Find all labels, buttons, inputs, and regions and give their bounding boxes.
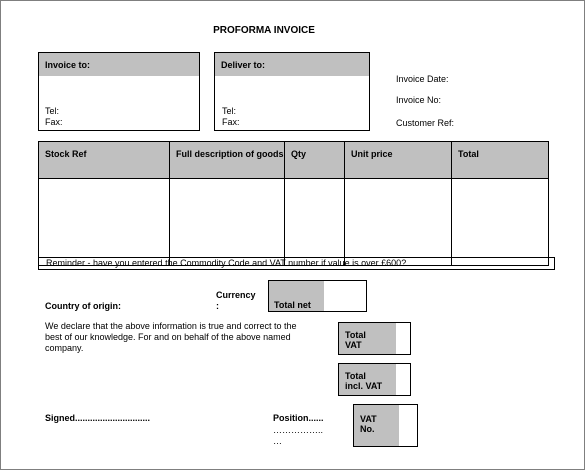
invoice-to-box: [38, 52, 200, 131]
position-line-3: …: [273, 436, 282, 446]
column-header-description: Full description of goods: [170, 142, 285, 179]
total-net-label: [269, 281, 324, 311]
table-cell[interactable]: [170, 179, 285, 266]
invoice-to-label: Invoice to:: [39, 53, 199, 76]
position-line-1: Position......: [273, 413, 324, 423]
deliver-to-fax: Fax:: [222, 117, 240, 127]
reminder-note: Reminder - have you entered the Commodity Code and VAT number if value is over £600?: [38, 257, 555, 270]
column-header-stock-ref: Stock Ref: [39, 142, 170, 179]
vat-no-line-1: VAT: [360, 414, 377, 424]
country-of-origin-label: Country of origin:: [45, 301, 121, 311]
deliver-to-tel: Tel:: [222, 106, 237, 116]
vat-no-line-2: No.: [360, 424, 375, 434]
customer-ref-label: Customer Ref:: [396, 118, 455, 128]
table-cell[interactable]: [285, 179, 345, 266]
table-row: [39, 179, 549, 266]
column-header-unit-price: Unit price: [345, 142, 452, 179]
total-net-box: [268, 280, 367, 312]
declaration-line-2: best of our knowledge. For and on behalf of the above named: [45, 332, 291, 342]
declaration-text: [45, 321, 325, 354]
currency-colon: :: [216, 301, 219, 311]
invoice-no-label: Invoice No:: [396, 95, 442, 105]
total-net-text: Total net: [274, 300, 311, 310]
deliver-to-label: Deliver to:: [215, 53, 369, 76]
total-incl-vat-line-2: incl. VAT: [345, 381, 383, 391]
total-incl-vat-label: [339, 364, 396, 395]
table-header-row: [39, 142, 549, 179]
deliver-to-box: [214, 52, 370, 131]
total-vat-label: [339, 323, 396, 354]
declaration-line-3: company.: [45, 343, 84, 353]
total-vat-line-1: Total: [345, 330, 366, 340]
total-vat-box: [338, 322, 411, 355]
table-cell[interactable]: [452, 179, 549, 266]
vat-no-box: [353, 404, 418, 447]
column-header-qty: Qty: [285, 142, 345, 179]
document-title: PROFORMA INVOICE: [213, 25, 315, 36]
column-header-total: Total: [452, 142, 549, 179]
currency-label: Currency: [216, 290, 256, 300]
table-cell[interactable]: [39, 179, 170, 266]
items-table: [38, 141, 549, 266]
position-line-2: ……………..: [273, 425, 324, 435]
declaration-line-1: We declare that the above information is true and correct to the: [45, 321, 297, 331]
invoice-to-fax: Fax:: [45, 117, 63, 127]
total-incl-vat-box: [338, 363, 411, 396]
vat-no-label: [354, 405, 399, 446]
signed-line: Signed..............................: [45, 413, 151, 423]
table-cell[interactable]: [345, 179, 452, 266]
invoice-to-tel: Tel:: [45, 106, 60, 116]
total-vat-line-2: VAT: [345, 340, 362, 350]
invoice-date-label: Invoice Date:: [396, 74, 449, 84]
total-incl-vat-line-1: Total: [345, 371, 366, 381]
